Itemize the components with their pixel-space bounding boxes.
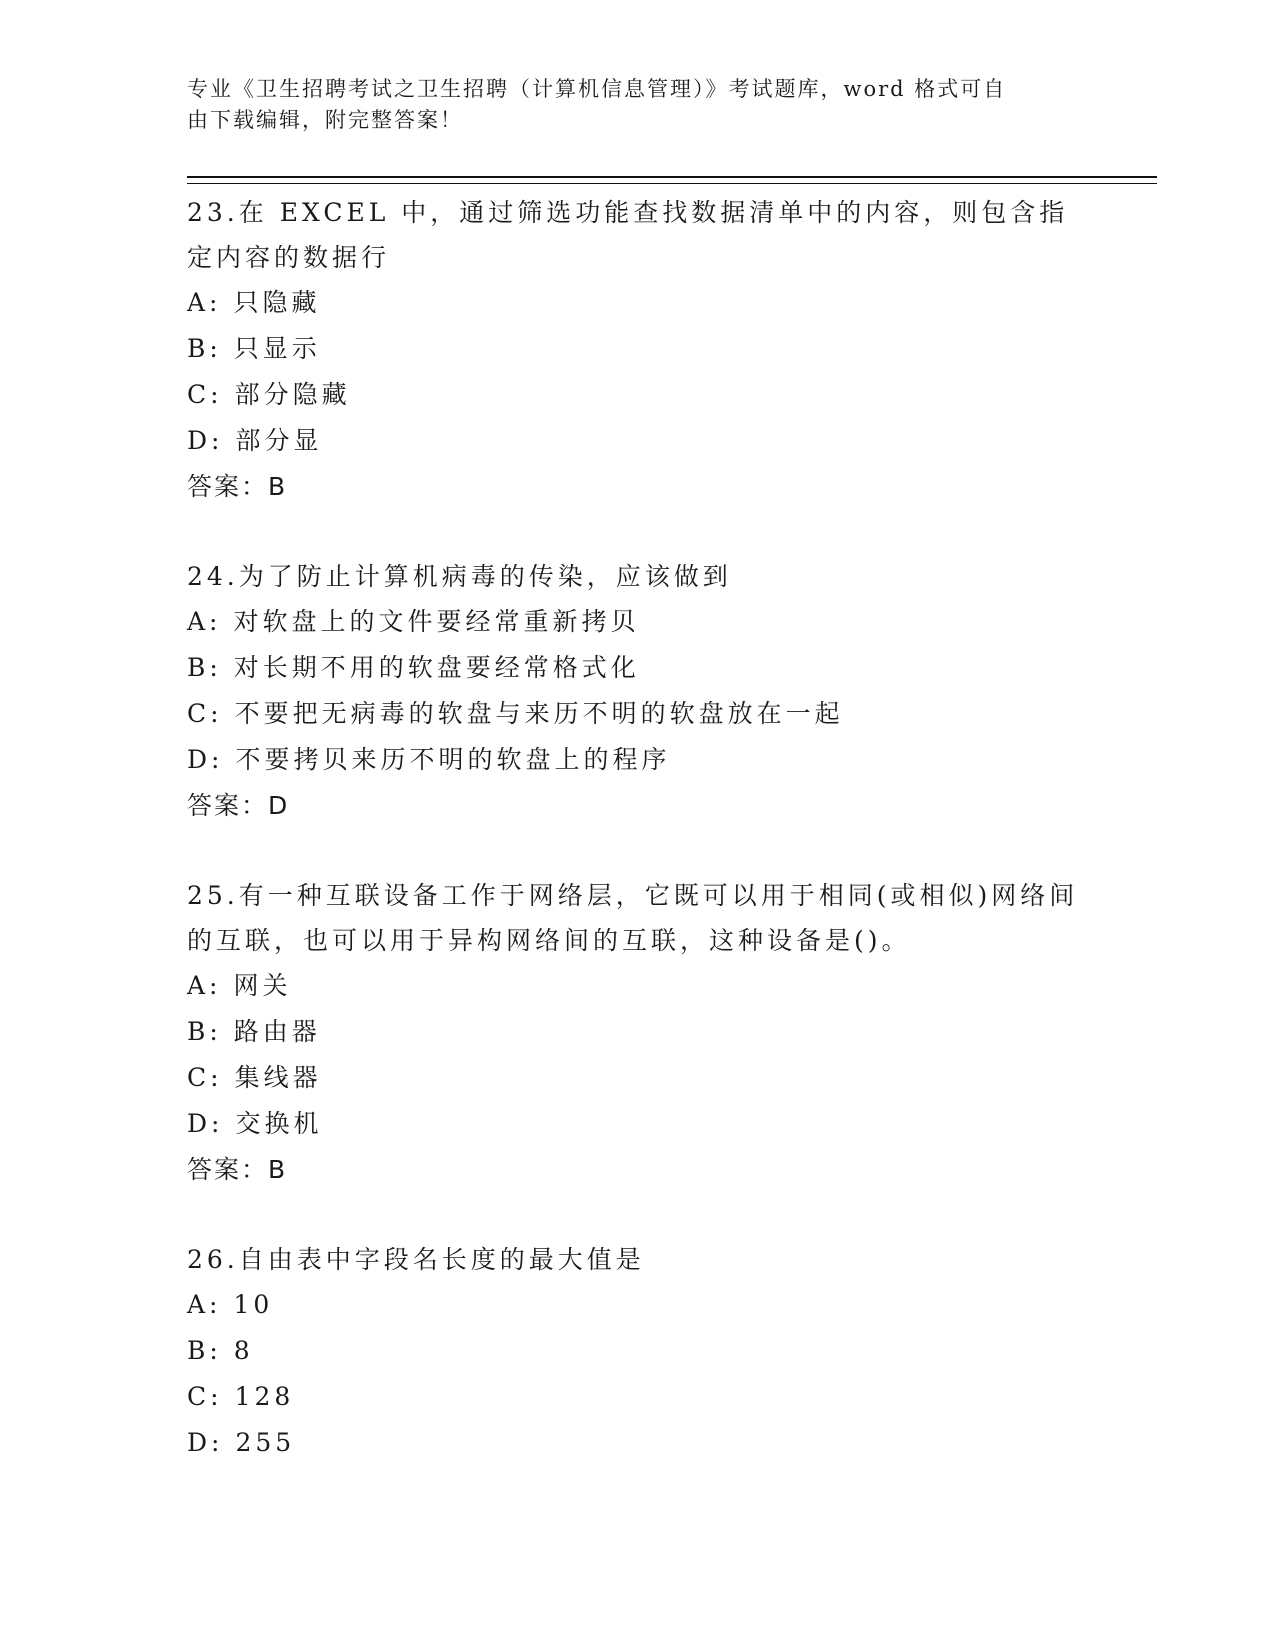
- option-value: 对长期不用的软盘要经常格式化: [233, 653, 640, 682]
- option-value: 128: [234, 1382, 295, 1411]
- question-list: [187, 190, 1087, 1466]
- answer-line: 答案：B: [187, 472, 288, 501]
- option-value: 对软盘上的文件要经常重新拷贝: [233, 607, 640, 636]
- spacer: [187, 1193, 1087, 1237]
- option-b: [187, 645, 1087, 691]
- option-d: [187, 418, 1087, 464]
- option-value: 255: [235, 1428, 296, 1457]
- question-25: [187, 873, 1087, 1193]
- option-value: 部分显: [235, 426, 323, 455]
- question-text: 25.有一种互联设备工作于网络层，它既可以用于相同(或相似)网络间的互联，也可以用于异构网络间的互联，这种设备是()。: [187, 881, 1079, 955]
- option-letter: B:: [187, 653, 222, 682]
- option-value: 只显示: [233, 334, 321, 363]
- option-value: 路由器: [233, 1017, 321, 1046]
- question-text: 23.在 EXCEL 中，通过筛选功能查找数据清单中的内容，则包含指定内容的数据行: [187, 198, 1069, 272]
- option-letter: B:: [187, 1017, 222, 1046]
- option-b: [187, 326, 1087, 372]
- question-26: [187, 1237, 1087, 1466]
- header-divider-thin: [187, 183, 1157, 184]
- question-text: 26.自由表中字段名长度的最大值是: [187, 1245, 645, 1274]
- option-letter: A:: [187, 971, 222, 1000]
- option-value: 集线器: [234, 1063, 322, 1092]
- option-a: [187, 963, 1087, 1009]
- option-letter: B:: [187, 1336, 222, 1365]
- option-letter: A:: [187, 607, 222, 636]
- option-c: [187, 691, 1087, 737]
- option-letter: D:: [187, 1428, 224, 1457]
- option-b: [187, 1328, 1087, 1374]
- option-letter: C:: [187, 699, 223, 728]
- option-d: [187, 737, 1087, 783]
- option-letter: C:: [187, 380, 223, 409]
- option-value: 10: [233, 1290, 274, 1319]
- option-value: 部分隐藏: [234, 380, 351, 409]
- option-letter: D:: [187, 745, 224, 774]
- option-value: 8: [233, 1336, 254, 1365]
- option-c: [187, 1374, 1087, 1420]
- spacer: [187, 829, 1087, 873]
- option-letter: B:: [187, 334, 222, 363]
- option-a: [187, 599, 1087, 645]
- header-divider-thick: [187, 176, 1157, 178]
- option-value: 交换机: [235, 1109, 323, 1138]
- option-d: [187, 1420, 1087, 1466]
- header-line-2: 由下载编辑，附完整答案！: [187, 108, 463, 132]
- option-letter: A:: [187, 1290, 222, 1319]
- option-c: [187, 372, 1087, 418]
- option-value: 不要把无病毒的软盘与来历不明的软盘放在一起: [234, 699, 844, 728]
- option-value: 网关: [233, 971, 292, 1000]
- question-23: [187, 190, 1087, 510]
- option-letter: C:: [187, 1382, 223, 1411]
- option-b: [187, 1009, 1087, 1055]
- question-text: 24.为了防止计算机病毒的传染，应该做到: [187, 562, 732, 591]
- option-letter: D:: [187, 1109, 224, 1138]
- option-c: [187, 1055, 1087, 1101]
- option-value: 不要拷贝来历不明的软盘上的程序: [235, 745, 671, 774]
- answer-line: 答案：B: [187, 1155, 288, 1184]
- spacer: [187, 510, 1087, 554]
- question-24: [187, 554, 1087, 829]
- option-a: [187, 1282, 1087, 1328]
- option-letter: C:: [187, 1063, 223, 1092]
- option-d: [187, 1101, 1087, 1147]
- header-line-1: 专业《卫生招聘考试之卫生招聘（计算机信息管理）》考试题库，word 格式可自: [187, 77, 1007, 101]
- option-letter: D:: [187, 426, 224, 455]
- option-a: [187, 280, 1087, 326]
- document-header: [187, 74, 1067, 136]
- answer-line: 答案：D: [187, 791, 290, 820]
- option-value: 只隐藏: [233, 288, 321, 317]
- option-letter: A:: [187, 288, 222, 317]
